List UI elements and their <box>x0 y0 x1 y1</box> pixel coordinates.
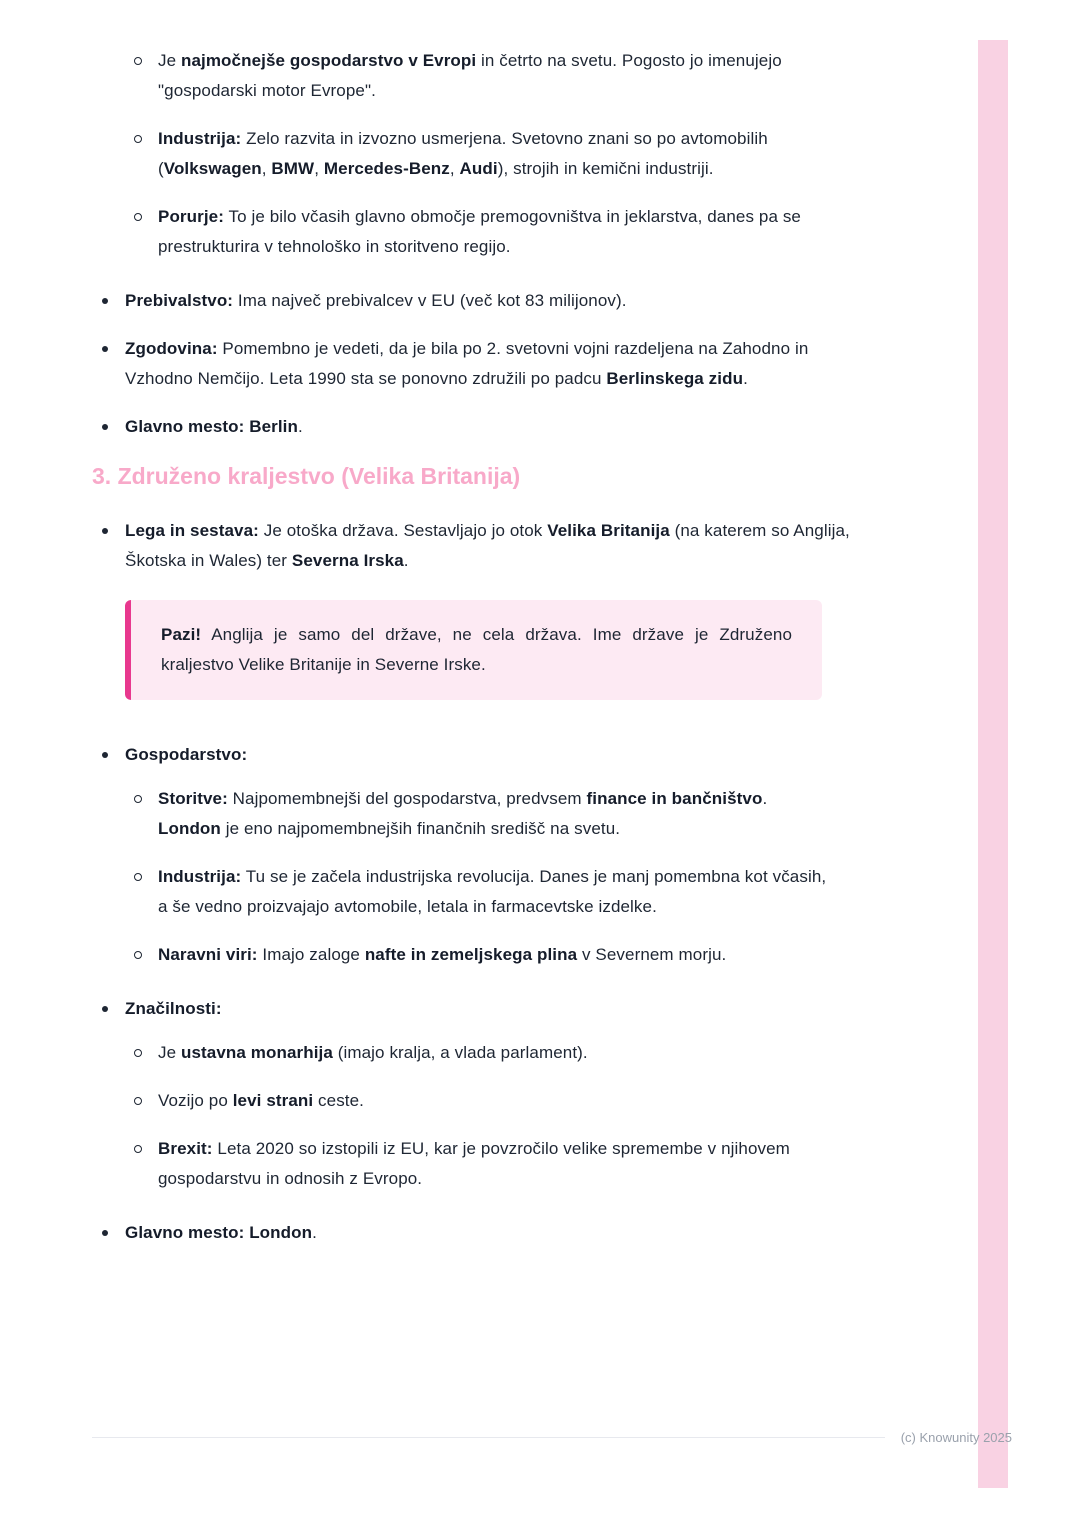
list-item <box>125 1038 868 1068</box>
list-item-text: Storitve: Najpomembnejši del gospodarstva, predvsem finance in bančništvo. London je eno najpomembnejših finančnih središč na svetu. <box>158 789 768 838</box>
list-item <box>92 740 868 770</box>
bullet-circle-icon <box>125 1086 158 1116</box>
list-item-text: Vozijo po levi strani ceste. <box>158 1091 364 1110</box>
list-item <box>125 1134 868 1194</box>
list-item-text: Glavno mesto: London. <box>125 1223 317 1242</box>
bullet-circle-icon <box>125 940 158 970</box>
list-item <box>92 286 868 316</box>
page-edge-strip <box>978 40 1008 1488</box>
list-item-text: Lega in sestava: Je otoška država. Sestavljajo jo otok Velika Britanija (na katerem so Anglija, Škotska in Wales) ter Severna Irska. <box>125 521 850 570</box>
bullet-dot-icon <box>92 740 125 770</box>
bullet-dot-icon <box>92 334 125 394</box>
list-item <box>92 516 868 576</box>
list-item <box>125 784 868 844</box>
list-item-text: Porurje: To je bilo včasih glavno območje premogovništva in jeklarstva, danes pa se prestrukturira v tehnološko in storitveno regijo. <box>158 207 801 256</box>
list-item <box>125 1086 868 1116</box>
list-item-text: Glavno mesto: Berlin. <box>125 417 303 436</box>
bullet-dot-icon <box>92 412 125 442</box>
list-item-text: Gospodarstvo: <box>125 745 248 764</box>
list-item <box>92 1218 868 1248</box>
bullet-circle-icon <box>125 202 158 262</box>
list-item <box>125 124 868 184</box>
bullet-circle-icon <box>125 1038 158 1068</box>
list-item-text: Brexit: Leta 2020 so izstopili iz EU, kar je povzročilo velike spremembe v njihovem gospodarstvu in odnosih z Evropo. <box>158 1139 790 1188</box>
page-footer <box>92 1430 1012 1445</box>
warning-callout <box>125 600 822 700</box>
list-item <box>92 994 868 1024</box>
list-item <box>92 412 868 442</box>
list-item <box>125 202 868 262</box>
bullet-dot-icon <box>92 286 125 316</box>
list-item-text: Naravni viri: Imajo zaloge nafte in zemeljskega plina v Severnem morju. <box>158 945 727 964</box>
list-item-text: Industrija: Tu se je začela industrijska revolucija. Danes je manj pomembna kot včasih, a še vedno proizvajajo avtomobile, letala in farmacevtske izdelke. <box>158 867 827 916</box>
list-item-text: Je ustavna monarhija (imajo kralja, a vlada parlament). <box>158 1043 588 1062</box>
bullet-circle-icon <box>125 1134 158 1194</box>
warning-callout-text: Pazi! Anglija je samo del države, ne cela država. Ime države je Združeno kraljestvo Velike Britanije in Severne Irske. <box>161 625 792 674</box>
divider <box>92 1437 885 1438</box>
list-item-text: Je najmočnejše gospodarstvo v Evropi in četrto na svetu. Pogosto jo imenujejo "gospodarski motor Evrope". <box>158 51 782 100</box>
list-item <box>125 940 868 970</box>
list-item-text: Značilnosti: <box>125 999 222 1018</box>
list-item-text: Zgodovina: Pomembno je vedeti, da je bila po 2. svetovni vojni razdeljena na Zahodno in Vzhodno Nemčijo. Leta 1990 sta se ponovno združili po padcu Berlinskega zidu. <box>125 339 809 388</box>
list-item <box>125 46 868 106</box>
bullet-circle-icon <box>125 862 158 922</box>
bullet-circle-icon <box>125 124 158 184</box>
bullet-dot-icon <box>92 1218 125 1248</box>
list-item-text: Industrija: Zelo razvita in izvozno usmerjena. Svetovno znani so po avtomobilih (Volkswagen, BMW, Mercedes-Benz, Audi), strojih in kemični industriji. <box>158 129 768 178</box>
list-item <box>125 862 868 922</box>
bullet-circle-icon <box>125 784 158 844</box>
bullet-dot-icon <box>92 994 125 1024</box>
list-item <box>92 334 868 394</box>
bullet-dot-icon <box>92 516 125 576</box>
list-item-text: Prebivalstvo: Ima največ prebivalcev v EU (več kot 83 milijonov). <box>125 291 627 310</box>
section-heading-uk: 3. Združeno kraljestvo (Velika Britanija) <box>92 463 521 489</box>
bullet-circle-icon <box>125 46 158 106</box>
footer-credit: (c) Knowunity 2025 <box>900 1430 1012 1445</box>
